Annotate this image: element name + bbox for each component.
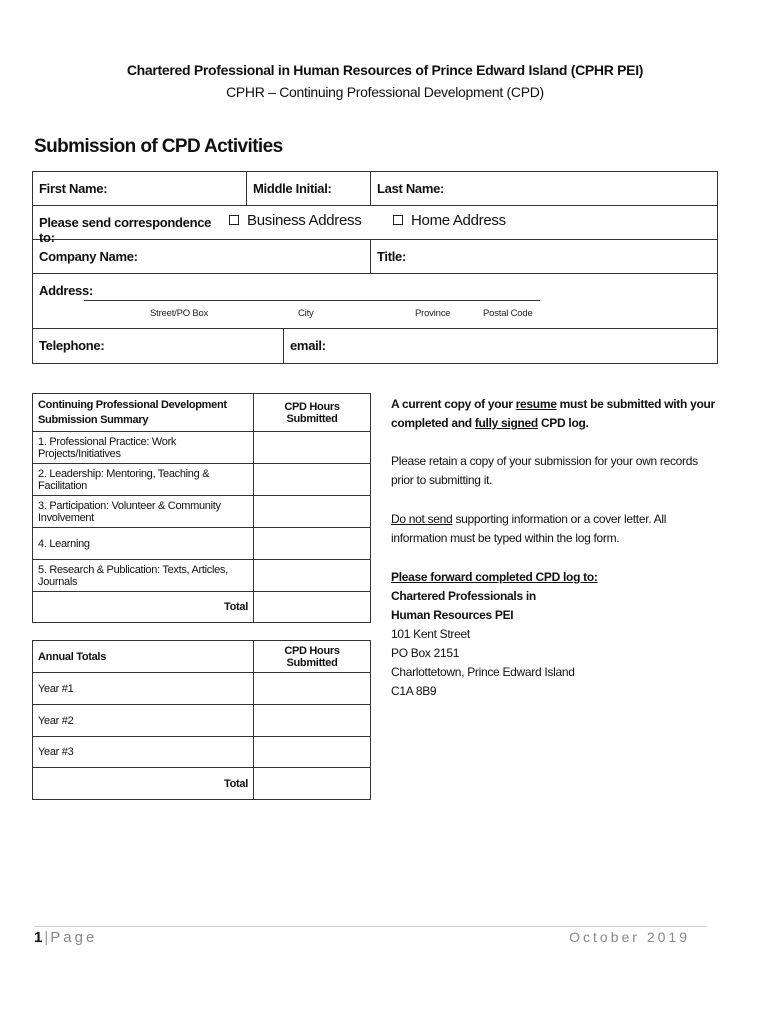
telephone-label: Telephone:: [39, 338, 105, 353]
summary-hours-cell[interactable]: [254, 496, 371, 528]
address-field[interactable]: [33, 274, 717, 328]
personal-info-form: [32, 171, 718, 364]
summary-row-label: 3. Participation: Volunteer & Community Involvement: [33, 496, 254, 528]
mailing-address-block: [391, 568, 721, 701]
table-row: [33, 673, 371, 705]
table-row: [33, 592, 371, 623]
email-field[interactable]: [283, 329, 717, 363]
first-name-field[interactable]: [33, 172, 246, 205]
annual-row-label: Year #3: [33, 737, 254, 768]
middle-initial-label: Middle Initial:: [253, 181, 332, 196]
city-sublabel: City: [298, 308, 314, 319]
annual-header: Annual Totals: [33, 641, 254, 673]
annual-hours-cell[interactable]: [254, 705, 371, 737]
signed-emphasis: fully signed: [474, 416, 538, 430]
first-name-label: First Name:: [39, 181, 108, 196]
street-sublabel: Street/PO Box: [150, 308, 209, 319]
annual-total-label: Total: [33, 768, 254, 800]
po-box: PO Box 2151: [391, 646, 460, 660]
postal-code: C1A 8B9: [391, 684, 437, 698]
table-row: [33, 768, 371, 800]
address-label: Address:: [39, 283, 93, 298]
annual-totals-table: [32, 640, 371, 800]
forward-heading: Please forward completed CPD log to:: [391, 570, 598, 584]
table-row: [33, 432, 371, 464]
annual-hours-cell[interactable]: [254, 737, 371, 768]
correspondence-label: Please send correspondence to:: [39, 215, 212, 245]
resume-text-c: CPD log.: [537, 416, 589, 430]
summary-hours-cell[interactable]: [254, 432, 371, 464]
summary-hours-cell[interactable]: [254, 464, 371, 496]
business-address-checkbox[interactable]: [229, 215, 239, 225]
city-province: Charlottetown, Prince Edward Island: [391, 665, 575, 679]
retain-copy-note: Please retain a copy of your submission for your own records prior to submitting it.: [391, 454, 698, 487]
home-address-label: Home Address: [411, 212, 506, 229]
summary-row-label: 4. Learning: [33, 528, 254, 560]
business-address-option[interactable]: [223, 206, 375, 239]
page-title: Submission of CPD Activities: [34, 136, 283, 157]
company-name-label: Company Name:: [39, 249, 138, 264]
email-label: email:: [290, 338, 326, 353]
company-name-field[interactable]: [33, 240, 370, 273]
summary-header: Continuing Professional Development Submission Summary: [33, 394, 254, 432]
footer-divider: [34, 926, 707, 927]
do-not-send-text: supporting information or a cover letter. All information must be typed within the log form.: [391, 512, 667, 545]
table-row: [33, 560, 371, 592]
table-row: [33, 464, 371, 496]
summary-total-label: Total: [33, 592, 254, 623]
summary-total-cell[interactable]: [254, 592, 371, 623]
resume-requirement: [391, 395, 721, 433]
document-subtitle: CPHR – Continuing Professional Development (CPD): [226, 84, 544, 100]
table-row: [33, 705, 371, 737]
table-row: [33, 496, 371, 528]
annual-total-cell[interactable]: [254, 768, 371, 800]
page-number-value: 1: [34, 929, 43, 946]
last-name-field[interactable]: [370, 172, 717, 205]
summary-hours-cell[interactable]: [254, 560, 371, 592]
address-underline: [84, 300, 540, 301]
annual-hours-header: CPD Hours Submitted: [254, 641, 371, 673]
do-not-send-emphasis: Do not send: [391, 512, 453, 526]
street-address: 101 Kent Street: [391, 627, 470, 641]
summary-row-label: 2. Leadership: Mentoring, Teaching & Facilitation: [33, 464, 254, 496]
summary-row-label: 5. Research & Publication: Texts, Articles, Journals: [33, 560, 254, 592]
resume-text-a: A current copy of your: [391, 397, 516, 411]
title-label: Title:: [377, 249, 407, 264]
do-not-send-note: [391, 510, 721, 548]
org-name-line2: Human Resources PEI: [391, 608, 514, 622]
resume-text-b: must be submitted with your completed and: [391, 397, 715, 430]
table-row: [33, 528, 371, 560]
page-number-label: Page: [50, 929, 98, 946]
province-sublabel: Province: [415, 308, 451, 319]
last-name-label: Last Name:: [377, 181, 445, 196]
summary-hours-header: CPD Hours Submitted: [254, 394, 371, 432]
home-address-checkbox[interactable]: [393, 215, 403, 225]
page-number: 1 | Page: [34, 929, 98, 946]
resume-emphasis: resume: [515, 397, 557, 411]
summary-hours-cell[interactable]: [254, 528, 371, 560]
annual-hours-cell[interactable]: [254, 673, 371, 705]
telephone-field[interactable]: [33, 329, 283, 363]
annual-row-label: Year #1: [33, 673, 254, 705]
middle-initial-field[interactable]: [246, 172, 370, 205]
annual-row-label: Year #2: [33, 705, 254, 737]
org-title: Chartered Professional in Human Resources of Prince Edward Island (CPHR PEI): [126, 62, 644, 78]
table-row: [33, 737, 371, 768]
cpd-summary-table: [32, 393, 371, 623]
home-address-option[interactable]: [375, 206, 717, 239]
summary-row-label: 1. Professional Practice: Work Projects/Initiatives: [33, 432, 254, 464]
postal-sublabel: Postal Code: [483, 308, 533, 319]
footer-date: October 2019: [569, 929, 690, 945]
title-field[interactable]: [370, 240, 717, 273]
org-name-line1: Chartered Professionals in: [391, 589, 536, 603]
business-address-label: Business Address: [247, 212, 362, 229]
